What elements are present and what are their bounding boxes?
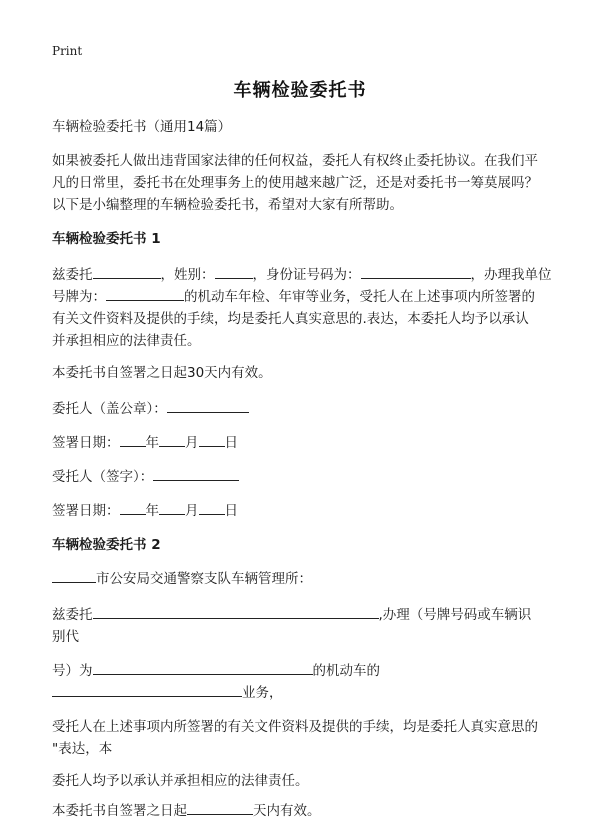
fill-blank bbox=[199, 432, 225, 447]
section-1-line-1 bbox=[52, 264, 552, 286]
text: 号）为 bbox=[52, 663, 93, 679]
text: ，姓别： bbox=[160, 267, 215, 283]
text: 日 bbox=[224, 435, 238, 451]
text: 日 bbox=[224, 503, 238, 519]
text: 受托人（签字）： bbox=[52, 469, 154, 485]
text: ,办理（号牌号码或车辆识 bbox=[378, 607, 532, 623]
intro-line-2: 凡的日常里，委托书在处理事务上的使用越来越广泛，还是对委托书一筹莫展吗？ bbox=[52, 175, 538, 191]
section-1-line-2 bbox=[52, 286, 552, 308]
fill-blank bbox=[187, 800, 253, 815]
fill-blank bbox=[215, 264, 253, 279]
text: 本委托书自签署之日起 bbox=[52, 803, 187, 819]
section-2-line-6: "表达，本 bbox=[52, 741, 113, 757]
text: 市公安局交通警察支队车辆管理所： bbox=[96, 571, 312, 587]
fill-blank bbox=[159, 500, 185, 515]
intro-line-1: 如果被委托人做出违背国家法律的任何权益，委托人有权终止委托协议。在我们平 bbox=[52, 153, 538, 169]
text: 签署日期： bbox=[52, 435, 120, 451]
text: 兹委托 bbox=[52, 267, 93, 283]
intro-line-3: 以下是小编整理的车辆检验委托书，希望对大家有所帮助。 bbox=[52, 197, 403, 213]
fill-blank bbox=[93, 264, 161, 279]
text: 号牌为： bbox=[52, 289, 106, 305]
text: 的机动车的 bbox=[312, 663, 380, 679]
fill-blank bbox=[153, 466, 239, 481]
section-2-line-3 bbox=[52, 660, 552, 682]
section-2-line-4 bbox=[52, 682, 552, 704]
text: 年 bbox=[145, 503, 159, 519]
fill-blank bbox=[93, 604, 379, 619]
text: 签署日期： bbox=[52, 503, 120, 519]
text: 年 bbox=[145, 435, 159, 451]
fill-blank bbox=[52, 568, 96, 583]
fill-blank bbox=[120, 432, 146, 447]
fill-blank bbox=[361, 264, 471, 279]
fill-blank bbox=[159, 432, 185, 447]
section-1-line-4: 并承担相应的法律责任。 bbox=[52, 333, 201, 349]
principal-seal-line bbox=[52, 398, 552, 420]
section-1-validity: 本委托书自签署之日起30天内有效。 bbox=[52, 365, 272, 381]
document-subtitle: 车辆检验委托书（通用14篇） bbox=[52, 119, 232, 135]
section-2-line-2: 别代 bbox=[52, 629, 79, 645]
page-title: 车辆检验委托书 bbox=[233, 80, 367, 101]
text: ，办理我单位 bbox=[470, 267, 552, 283]
text: 的机动车年检、年审等业务，受托人在上述事项内所签署的 bbox=[184, 289, 535, 305]
section-1-heading: 车辆检验委托书 1 bbox=[52, 231, 161, 247]
fill-blank bbox=[199, 500, 225, 515]
section-2-addressee bbox=[52, 568, 552, 590]
section-2-line-8 bbox=[52, 800, 552, 822]
fill-blank bbox=[93, 660, 313, 675]
section-2-line-5: 受托人在上述事项内所签署的有关文件资料及提供的手续，均是委托人真实意思的 bbox=[52, 719, 538, 735]
fill-blank bbox=[52, 682, 242, 697]
fill-blank bbox=[106, 286, 184, 301]
section-2-line-7: 委托人均予以承认并承担相应的法律责任。 bbox=[52, 773, 309, 789]
fill-blank bbox=[167, 398, 249, 413]
print-link[interactable]: Print bbox=[52, 44, 83, 58]
text: 月 bbox=[185, 435, 199, 451]
text: 兹委托 bbox=[52, 607, 93, 623]
text: 天内有效。 bbox=[253, 803, 321, 819]
agent-signature-line bbox=[52, 466, 552, 488]
text: 委托人（盖公章）： bbox=[52, 401, 167, 417]
section-2-heading: 车辆检验委托书 2 bbox=[52, 537, 161, 553]
text: 月 bbox=[185, 503, 199, 519]
section-1-line-3: 有关文件资料及提供的手续，均是委托人真实意思的.表达，本委托人均予以承认 bbox=[52, 311, 529, 327]
text: 业务， bbox=[242, 685, 283, 701]
signing-date-2 bbox=[52, 500, 552, 522]
fill-blank bbox=[120, 500, 146, 515]
section-2-line-1 bbox=[52, 604, 552, 626]
signing-date-1 bbox=[52, 432, 552, 454]
text: ，身份证号码为： bbox=[252, 267, 361, 283]
